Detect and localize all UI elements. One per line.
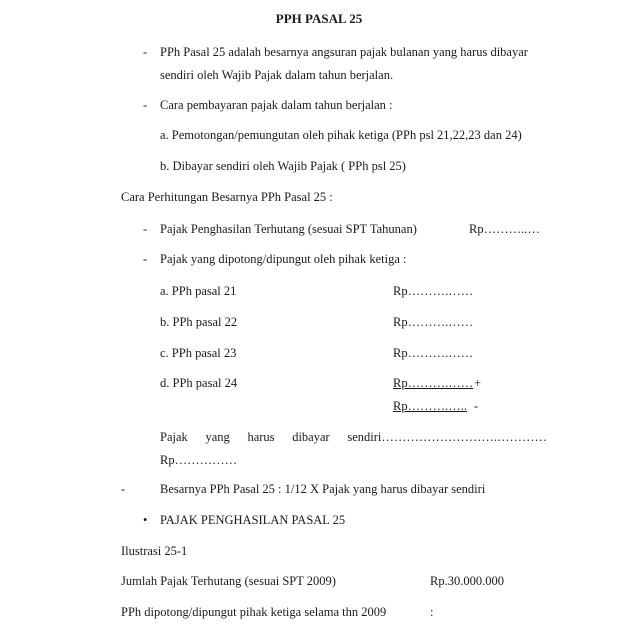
withheld-row-label: d. PPh pasal 24 — [160, 376, 238, 390]
self-paid-line — [160, 429, 547, 445]
payment-option-b: b. Dibayar sendiri oleh Wajib Pajak ( PPh psl 25) — [160, 159, 406, 173]
total-tax-label: Jumlah Pajak Terhutang (sesuai SPT 2009) — [121, 574, 336, 588]
bullet: • — [143, 513, 148, 527]
withheld-row-label: a. PPh pasal 21 — [160, 284, 237, 298]
withheld-2009-label: PPh dipotong/dipungut pihak ketiga selama thn 2009 — [121, 605, 387, 619]
withheld-subtotal: Rp……….….. — [393, 399, 467, 413]
list-dash: - — [143, 252, 148, 266]
installment-formula: Besarnya PPh Pasal 25 : 1/12 X Pajak yang harus dibayar sendiri — [160, 482, 486, 496]
withheld-2009-colon: : — [430, 605, 434, 619]
self-paid-word: yang — [205, 430, 230, 444]
self-paid-value: Rp…………… — [160, 453, 238, 467]
withheld-row-value: Rp……….…… — [393, 284, 474, 298]
tax-owed-value: Rp………..… — [469, 222, 540, 236]
self-paid-word: harus — [247, 430, 275, 444]
withheld-heading: Pajak yang dipotong/dipungut oleh pihak ketiga : — [160, 252, 407, 266]
page-title: PPH PASAL 25 — [275, 11, 363, 26]
list-dash: - — [121, 482, 126, 496]
plus-sign: + — [474, 376, 482, 390]
self-paid-word: dibayar — [292, 430, 330, 444]
tax-owed-label: Pajak Penghasilan Terhutang (sesuai SPT Tahunan) — [160, 222, 417, 236]
section-heading: PAJAK PENGHASILAN PASAL 25 — [160, 513, 346, 527]
total-tax-value: Rp.30.000.000 — [430, 574, 504, 588]
withheld-row-value: Rp……….…… — [393, 315, 474, 329]
list-dash: - — [143, 45, 148, 59]
self-paid-word: Pajak — [160, 430, 188, 444]
withheld-row-label: c. PPh pasal 23 — [160, 346, 237, 360]
definition-line-1: PPh Pasal 25 adalah besarnya angsuran pajak bulanan yang harus dibayar — [160, 45, 528, 59]
self-paid-word: sendiri……………………….………… — [347, 430, 547, 444]
payment-option-a: a. Pemotongan/pemungutan oleh pihak ketiga (PPh psl 21,22,23 dan 24) — [160, 128, 522, 142]
withheld-row-value: Rp……….…… — [393, 346, 474, 360]
withheld-row-value: Rp……….…… — [393, 376, 474, 390]
withheld-row-label: b. PPh pasal 22 — [160, 315, 238, 329]
calculation-heading: Cara Perhitungan Besarnya PPh Pasal 25 : — [121, 190, 333, 204]
minus-sign: - — [474, 399, 479, 413]
list-dash: - — [143, 98, 148, 112]
definition-line-2: sendiri oleh Wajib Pajak dalam tahun berjalan. — [160, 68, 394, 82]
illustration-label: Ilustrasi 25-1 — [121, 544, 188, 558]
list-dash: - — [143, 222, 148, 236]
payment-methods-heading: Cara pembayaran pajak dalam tahun berjalan : — [160, 98, 393, 112]
